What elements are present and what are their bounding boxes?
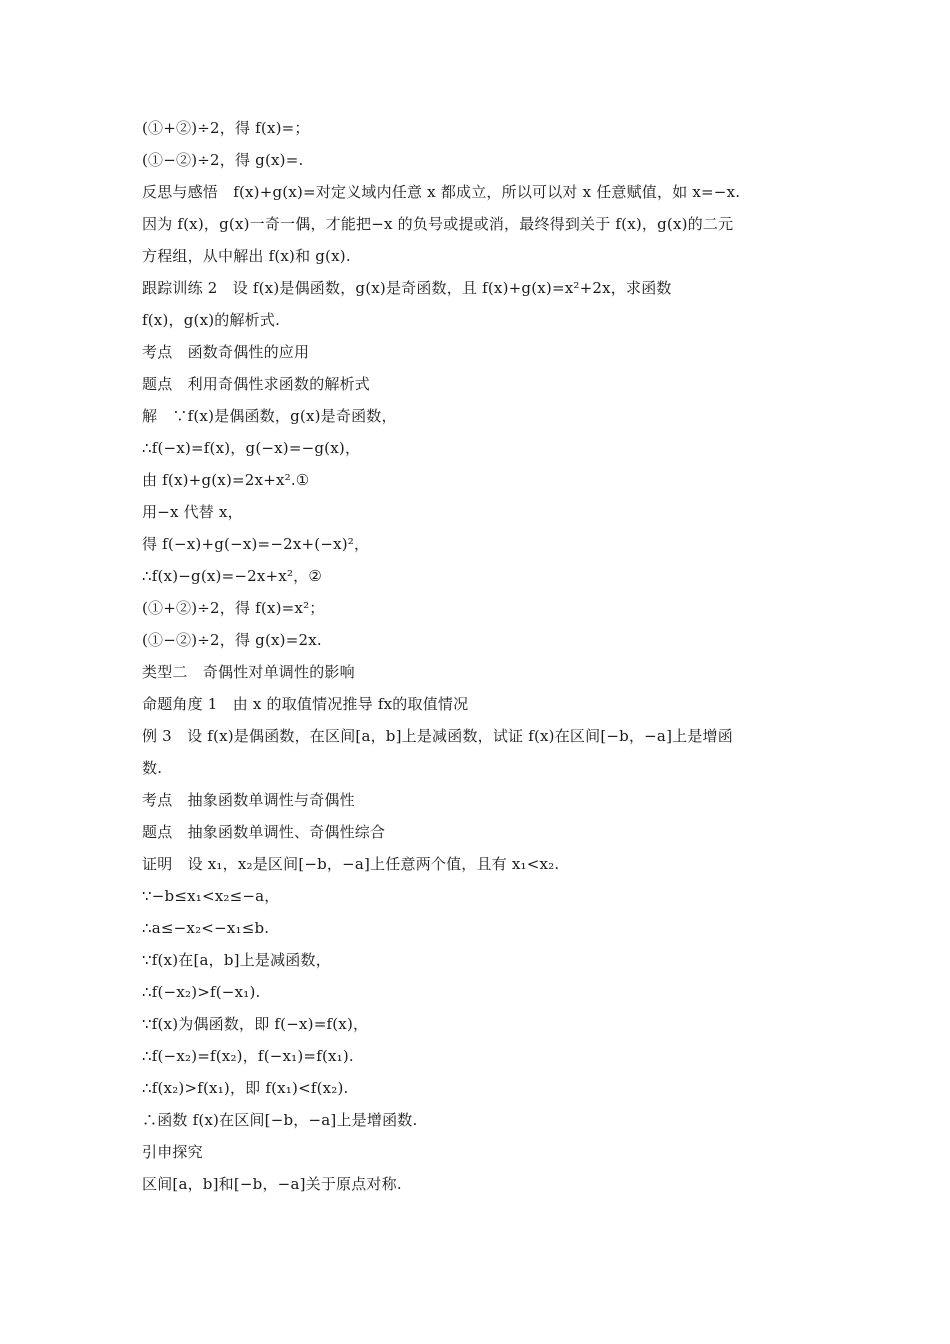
proof-line: ∴f(−x₂)=f(x₂)，f(−x₁)=f(x₁).: [142, 1047, 354, 1065]
example-title: 例 3 设 f(x)是偶函数，在区间[a，b]上是减函数，试证 f(x)在区间[−b，−a]上是增函: [142, 727, 733, 745]
exercise-line: f(x)，g(x)的解析式.: [142, 311, 281, 329]
proof-line: ∴f(x₂)>f(x₁)，即 f(x₁)<f(x₂).: [142, 1079, 349, 1097]
reflection-line: 因为 f(x)，g(x)一奇一偶，才能把−x 的负号或提或消，最终得到关于 f(x)，g(x)的二元: [142, 215, 734, 233]
proof-line: 证明 设 x₁，x₂是区间[−b，−a]上任意两个值，且有 x₁<x₂.: [142, 855, 560, 873]
solution-line: 由 f(x)+g(x)=2x+x².①: [142, 471, 310, 489]
text-line: (①−②)÷2，得 g(x)=.: [142, 151, 304, 169]
topic-label: 考点 抽象函数单调性与奇偶性: [142, 791, 355, 809]
proof-line: ∴f(−x₂)>f(−x₁).: [142, 983, 261, 1001]
reflection-line: 方程组，从中解出 f(x)和 g(x).: [142, 247, 351, 265]
document-body: [142, 112, 814, 1200]
example-line: 数.: [142, 759, 163, 777]
extension-line: 区间[a，b]和[−b，−a]关于原点对称.: [142, 1175, 402, 1193]
section-title: 类型二 奇偶性对单调性的影响: [142, 663, 355, 681]
proof-line: ∵f(x)在[a，b]上是减函数，: [142, 951, 331, 969]
proof-line: ∵f(x)为偶函数，即 f(−x)=f(x)，: [142, 1015, 369, 1033]
reflection-line: 反思与感悟 f(x)+g(x)=对定义域内任意 x 都成立，所以可以对 x 任意赋值，如 x=−x.: [142, 183, 741, 201]
subtopic-label: 题点 抽象函数单调性、奇偶性综合: [142, 823, 386, 841]
subsection-title: 命题角度 1 由 x 的取值情况推导 fx的取值情况: [142, 695, 469, 713]
solution-line: (①+②)÷2，得 f(x)=x²；: [142, 599, 325, 617]
exercise-title: 跟踪训练 2 设 f(x)是偶函数，g(x)是奇函数，且 f(x)+g(x)=x²+2x，求函数: [142, 279, 672, 297]
solution-line: ∴f(−x)=f(x)，g(−x)=−g(x)，: [142, 439, 361, 457]
proof-line: ∴a≤−x₂<−x₁≤b.: [142, 919, 270, 937]
proof-line: ∴函数 f(x)在区间[−b，−a]上是增函数.: [142, 1111, 418, 1129]
proof-line: ∵−b≤x₁<x₂≤−a，: [142, 887, 280, 905]
solution-line: 解 ∵f(x)是偶函数，g(x)是奇函数，: [142, 407, 397, 425]
text-line: (①+②)÷2，得 f(x)=；: [142, 119, 310, 137]
subtopic-label: 题点 利用奇偶性求函数的解析式: [142, 375, 371, 393]
solution-line: ∴f(x)−g(x)=−2x+x²，②: [142, 567, 323, 585]
solution-line: 用−x 代替 x，: [142, 503, 243, 521]
topic-label: 考点 函数奇偶性的应用: [142, 343, 310, 361]
extension-title: 引申探究: [142, 1143, 203, 1161]
solution-line: 得 f(−x)+g(−x)=−2x+(−x)²，: [142, 535, 370, 553]
solution-line: (①−②)÷2，得 g(x)=2x.: [142, 631, 322, 649]
